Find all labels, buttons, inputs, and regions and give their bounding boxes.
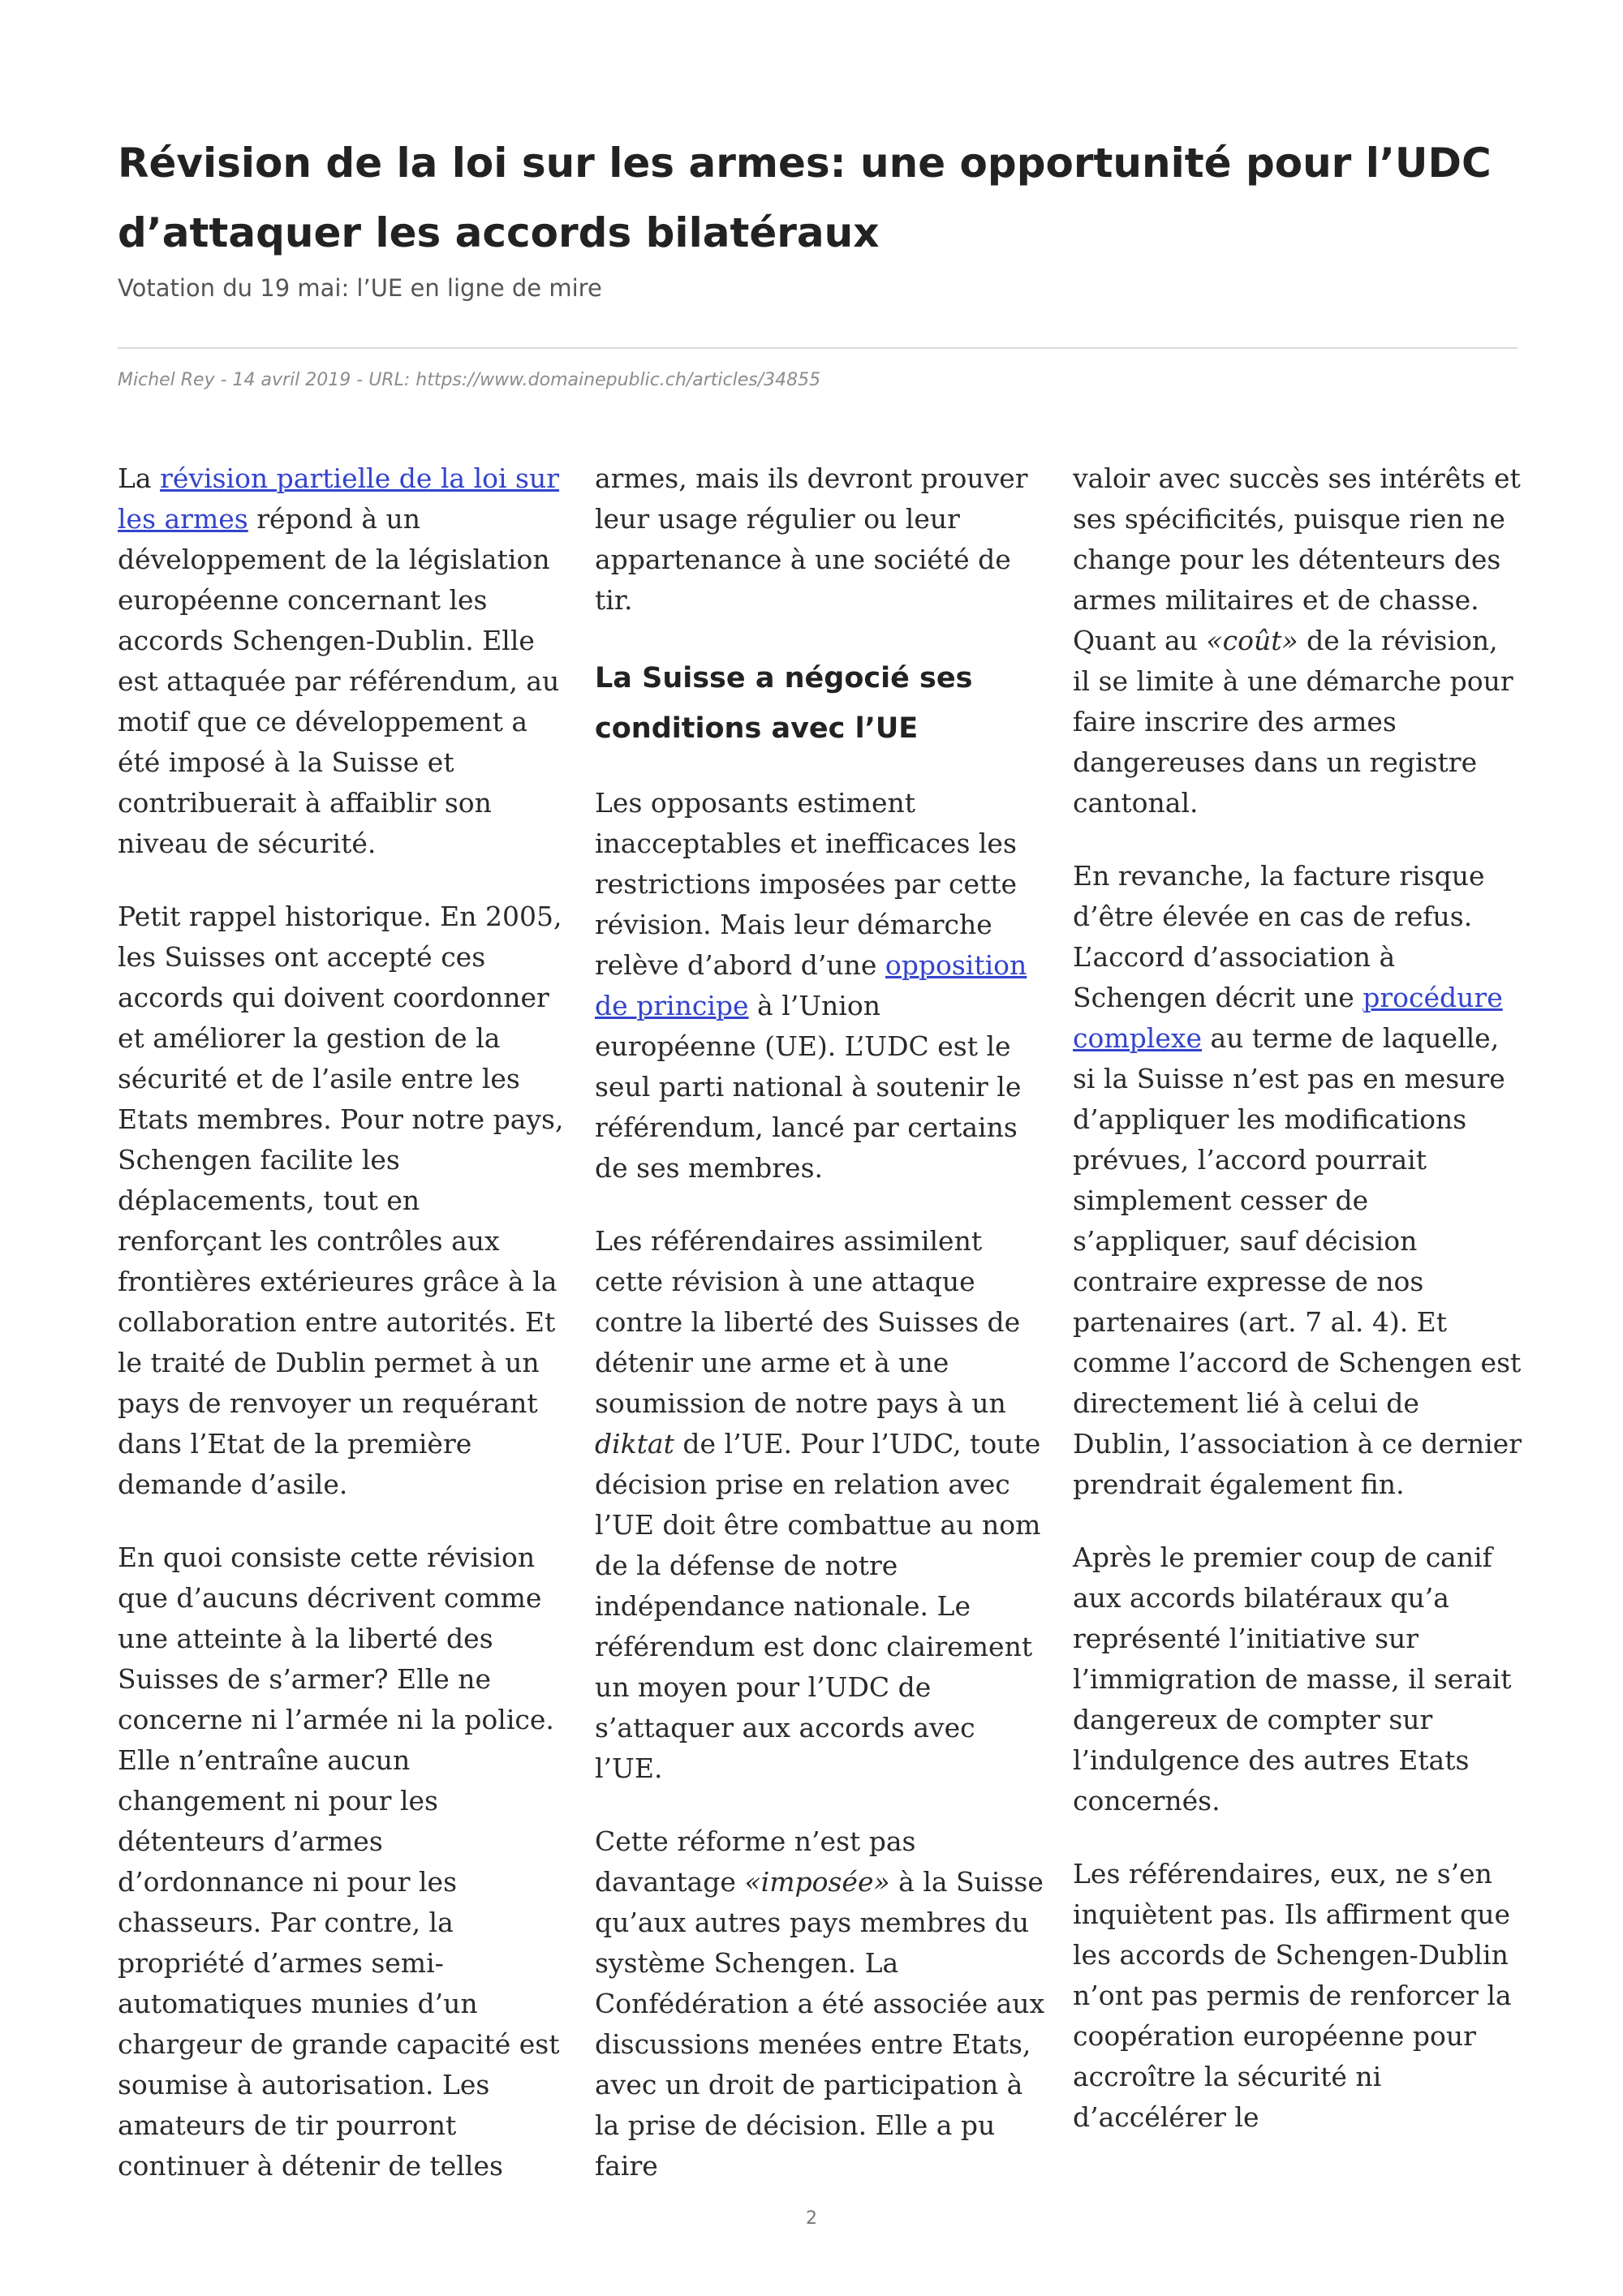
text-column-1 <box>118 458 568 2219</box>
link-opposition-principe[interactable]: opposition de principe <box>595 949 1027 1021</box>
paragraph-text: à l’Union européenne (UE). L’UDC est le seul parti national à soutenir le référendum, lancé par certains de ses membres. <box>595 990 1022 1184</box>
link-revision-loi[interactable]: révision partielle de la loi sur les armes <box>118 462 560 535</box>
text-column-3 <box>1073 458 1523 2170</box>
paragraph-text: La <box>118 462 161 494</box>
paragraph: armes, mais ils devront prouver leur usage régulier ou leur appartenance à une société de tir. <box>595 462 1028 616</box>
emphasis-text: «imposée» <box>744 1866 890 1898</box>
paragraph <box>595 783 1045 1189</box>
text-column-2 <box>595 458 1045 2219</box>
paragraph-text: à la Suisse qu’aux autres pays membres du système Schengen. La Confédération a été associée aux discussions menées entre Etats, avec un droit de participation à la prise de décision. Elle a pu faire <box>595 1866 1045 2182</box>
emphasis-text: diktat <box>595 1428 674 1460</box>
paragraph-text: de la révision, il se limite à une démarche pour faire inscrire des armes dangereuses dans un registre cantonal. <box>1073 625 1513 819</box>
paragraph-text: de l’UE. Pour l’UDC, toute décision prise en relation avec l’UE doit être combattue au nom de la défense de notre indépendance nationale. Le référendum est donc clairement un moyen pour l’UDC de s’attaquer aux accords avec l’UE. <box>595 1428 1041 1784</box>
paragraph-text: Les opposants estiment inacceptables et inefficaces les restrictions imposées par cette révision. Mais leur démarche relève d’abord d’une <box>595 787 1018 981</box>
paragraph: Petit rappel historique. En 2005, les Suisses ont accepté ces accords qui doivent coordonner et améliorer la gestion de la sécurité et de l’asile entre les Etats membres. Pour notre pays, Schengen facilite les déplacements, tout en renforçant les contrôles aux frontières extérieures grâce à la collaboration entre autorités. Et le traité de Dublin permet à un pays de renvoyer un requérant dans l’Etat de la première demande d’asile. <box>118 901 564 1500</box>
paragraph <box>1073 856 1523 1505</box>
emphasis-text: «coût» <box>1206 625 1298 656</box>
paragraph: En quoi consiste cette révision que d’aucuns décrivent comme une atteinte à la liberté des Suisses de s’armer? Elle ne concerne ni l’armée ni la police. Elle n’entraîne aucun changement ni pour les détenteurs d’armes d’ordonnance ni pour les chasseurs. Par contre, la propriété d’armes semi-automatiques munies d’un chargeur de grande capacité est soumise à autorisation. Les amateurs de tir pourront continuer à détenir de telles <box>118 1541 560 2182</box>
paragraph: Après le premier coup de canif aux accords bilatéraux qu’a représenté l’initiative sur l’immigration de masse, il serait dangereux de compter sur l’indulgence des autres Etats concernés. <box>1073 1541 1512 1817</box>
paragraph-text: Les référendaires assimilent cette révision à une attaque contre la liberté des Suisses de détenir une arme et à une soumission de notre pays à un <box>595 1225 1021 1419</box>
link-procedure-complexe[interactable]: procédure complexe <box>1073 982 1503 1054</box>
paragraph: Les référendaires, eux, ne s’en inquiètent pas. Ils affirment que les accords de Schengen-Dublin n’ont pas permis de renforcer la coopération européenne pour accroître la sécurité ni d’accélérer le <box>1073 1858 1512 2133</box>
paragraph-text: répond à un développement de la législation européenne concernant les accords Schengen-Dublin. Elle est attaquée par référendum, au motif que ce développement a été imposé à la Suisse et contribuerait à affaiblir son niveau de sécurité. <box>118 503 560 859</box>
article-byline: Michel Rey - 14 avril 2019 - URL: https://www.domainepublic.ch/articles/34855 <box>118 370 821 390</box>
page-number: 2 <box>806 2208 817 2229</box>
paragraph-text: valoir avec succès ses intérêts et ses spécificités, puisque rien ne change pour les détenteurs des armes militaires et de chasse. Quant au <box>1073 462 1521 656</box>
paragraph-text: au terme de laquelle, si la Suisse n’est pas en mesure d’appliquer les modifications prévues, l’accord pourrait simplement cesser de s’appliquer, sauf décision contraire expresse de nos partenaires (art. 7 al. 4). Et comme l’accord de Schengen est directement lié à celui de Dublin, l’association à ce dernier prendrait également fin. <box>1073 1022 1522 1500</box>
header-divider <box>118 347 1518 349</box>
article-subtitle: Votation du 19 mai: l’UE en ligne de mire <box>118 274 602 302</box>
paragraph <box>595 1821 1045 2186</box>
paragraph <box>118 458 568 864</box>
paragraph-text: Cette réforme n’est pas davantage <box>595 1825 916 1898</box>
paragraph <box>595 1221 1045 1789</box>
paragraph-text: En revanche, la facture risque d’être élevée en cas de refus. L’accord d’association à Schengen décrit une <box>1073 860 1485 1013</box>
article-title: Révision de la loi sur les armes: une opportunité pour l’UDC d’attaquer les accords bilatéraux <box>118 140 1492 256</box>
section-heading: La Suisse a négocié ses conditions avec l’UE <box>595 662 973 745</box>
paragraph <box>1073 458 1523 823</box>
